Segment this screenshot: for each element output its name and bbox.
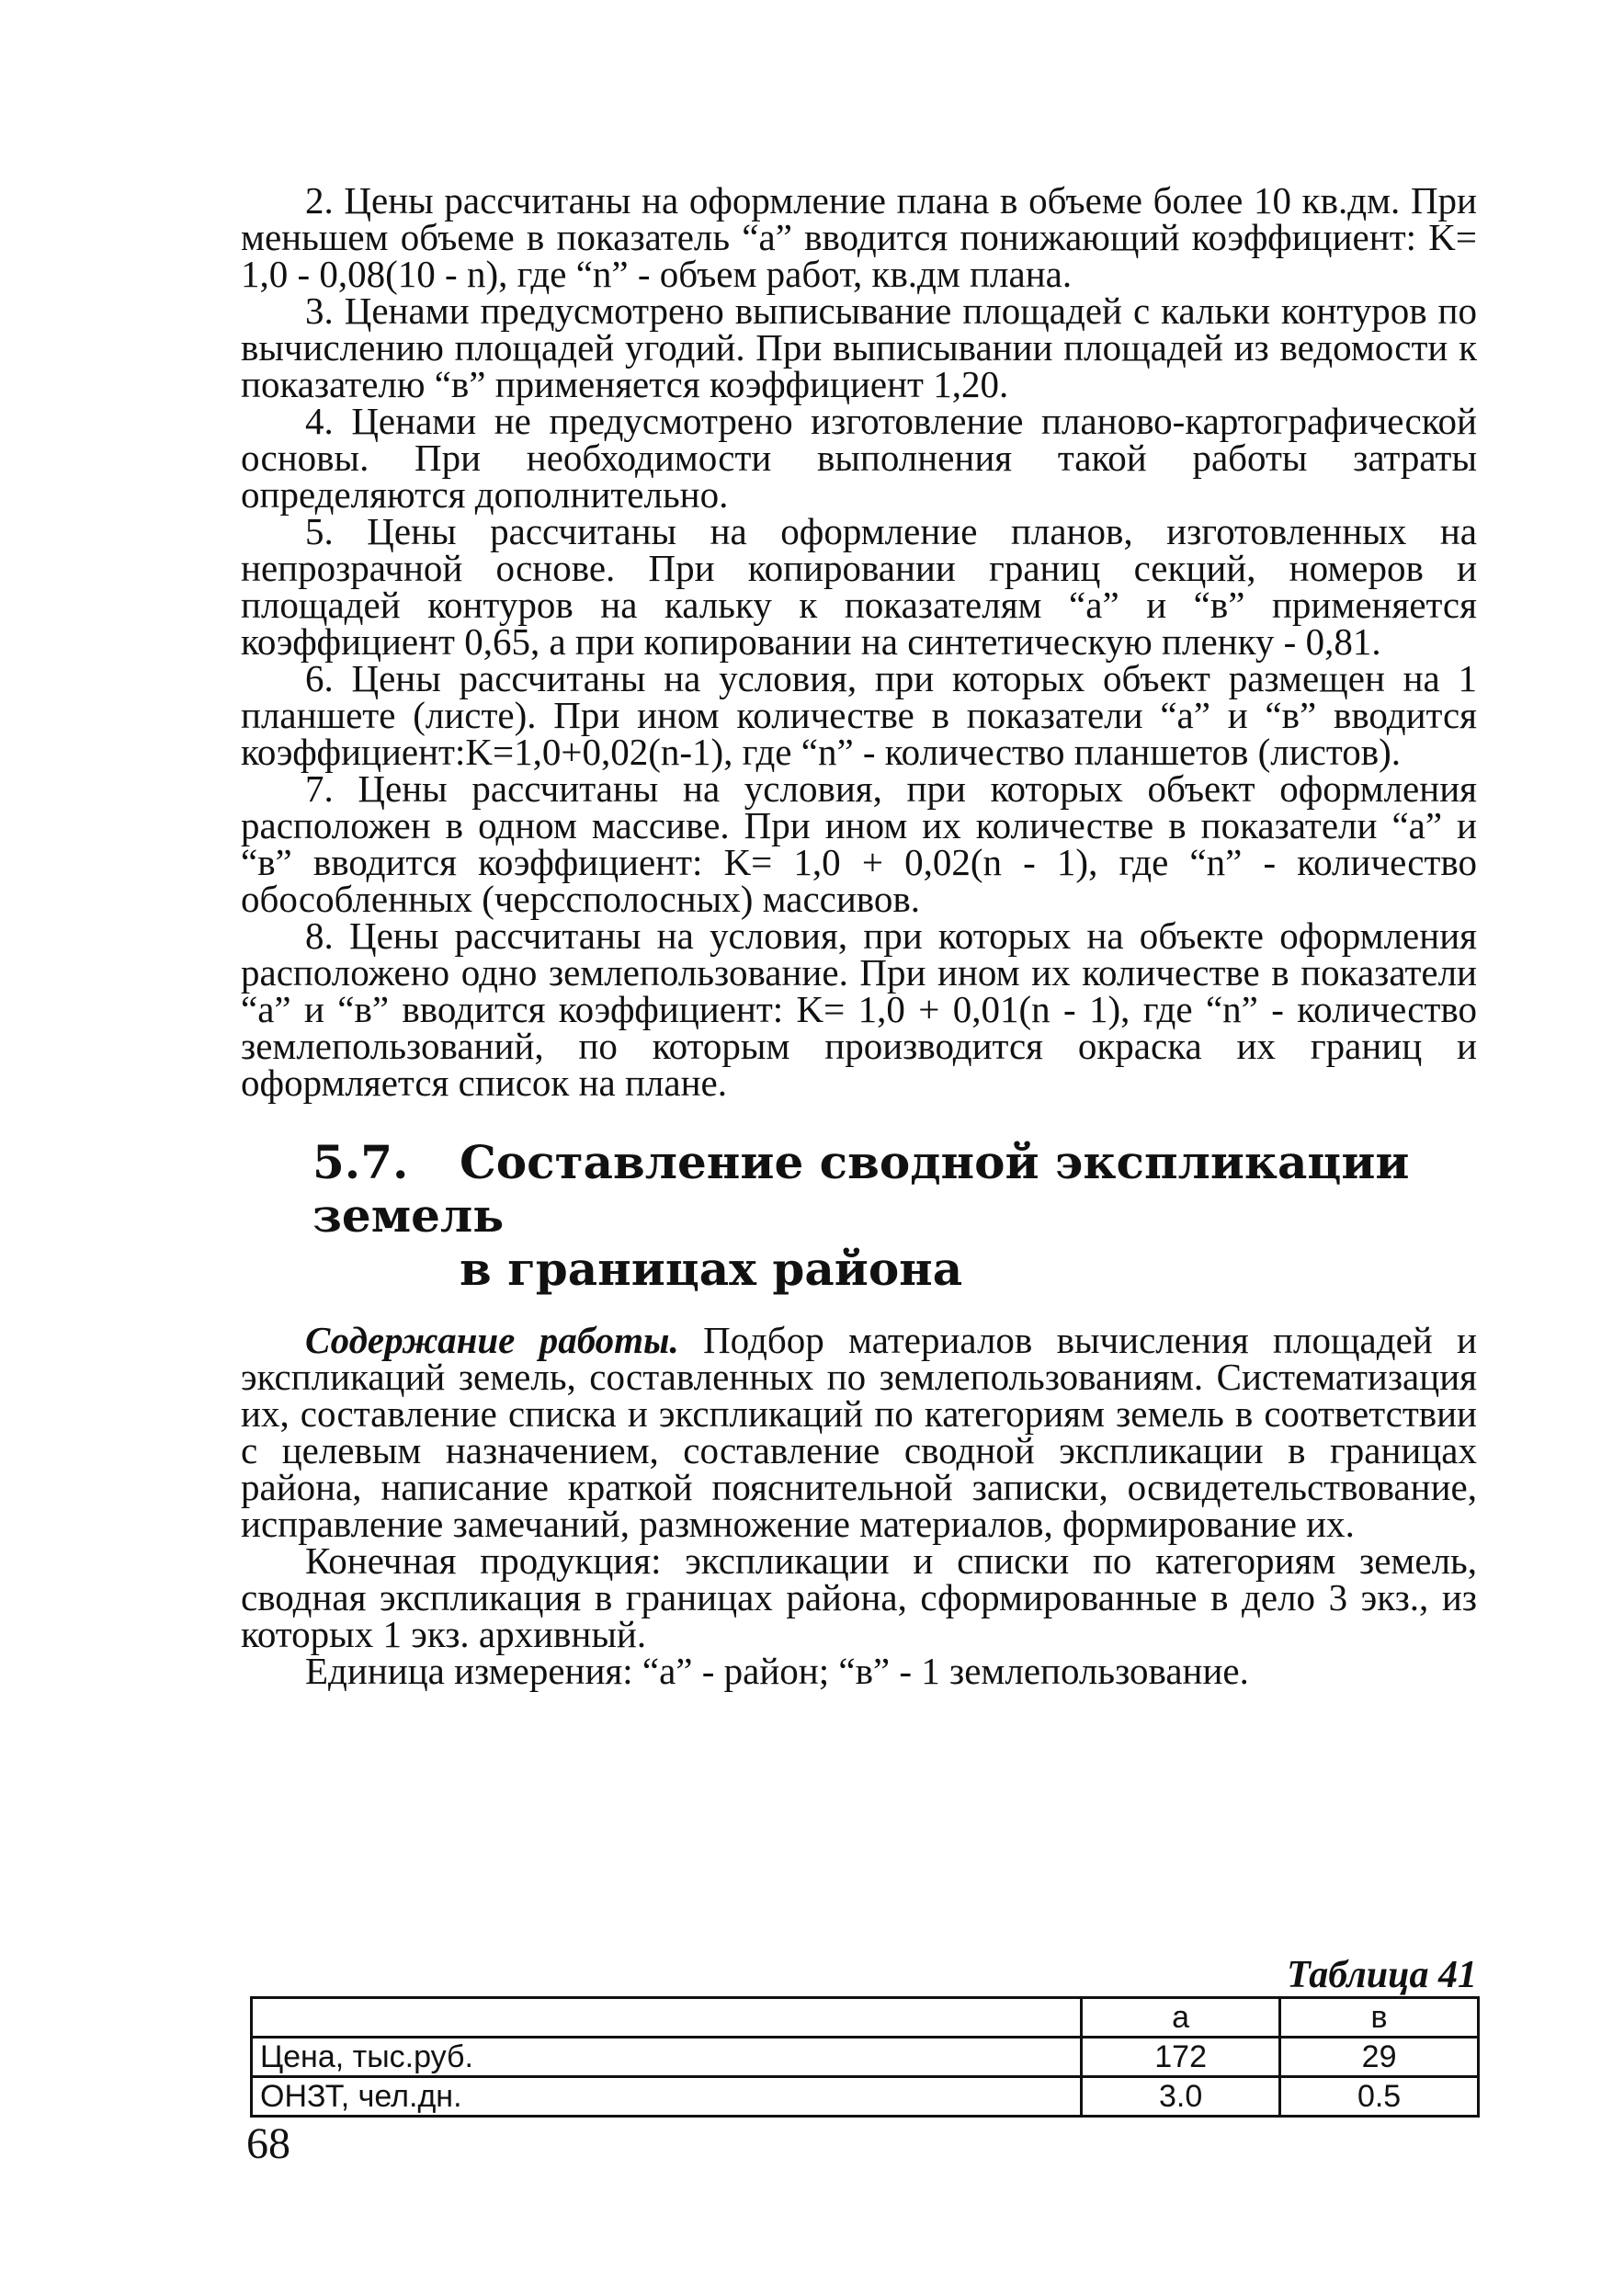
table-cell: Цена, тыс.руб. [252,2038,1082,2077]
text-column [241,179,1477,1692]
table-header-row [252,1998,1479,2038]
table-cell: 0.5 [1280,2077,1479,2117]
section-title-line1: Составление сводной экспликации земель [312,1135,1410,1243]
paragraph-7: 7. Цены рассчитаны на условия, при которых объект оформления расположен в одном массиве. При ином их количестве в показатели “а” и “в” вводится коэффициент: K= 1,0 + 0,02(n - 1), где “n” - количество обособленных (черссполосных) массивов. [241,767,1477,920]
paragraph-8: 8. Цены рассчитаны на условия, при которых на объекте оформления расположено одно землепользование. При ином их количестве в показатели “а” и “в” вводится коэффициент: K= 1,0 + 0,01(n - 1), где “n” - количество землепользований, по которым производится окраска их границ и оформляется список на плане. [241,914,1477,1104]
paragraph-5: 5. Цены рассчитаны на оформление планов, изготовленных на непрозрачной основе. При копировании границ секций, номеров и площадей контуров на кальку к показателям “а” и “в” применяется коэффициент 0,65, а при копировании на синтетическую пленку - 0,81. [241,510,1477,663]
price-table [250,1996,1480,2118]
work-content-text: Подбор материалов вычисления площадей и экспликаций земель, составленных по землепользованиям. Систематизация их, составление списка и экспликаций по категориям земель в соответствии с целевым назначением, составление сводной экспликации в границах района, написание краткой пояснительной записки, освидетельствование, исправление замечаний, размножение материалов, формирование их. [241,1319,1477,1545]
section-title-line2: в границах района [460,1242,963,1296]
paragraph-6: 6. Цены рассчитаны на условия, при которых объект размещен на 1 планшете (листе). При ином количестве в показатели “а” и “в” вводится коэффициент:K=1,0+0,02(n-1), где “n” - количество планшетов (листов). [241,657,1477,773]
unit-paragraph: Единица измерения: “а” - район; “в” - 1 землепользование. [305,1650,1249,1692]
table-cell: 29 [1280,2038,1479,2077]
table-cell: 3.0 [1082,2077,1280,2117]
table-cell: ОНЗТ, чел.дн. [252,2077,1082,2117]
work-content-label: Содержание работы. [305,1319,679,1361]
work-content-paragraph [241,1319,1477,1545]
paragraph-2: 2. Цены рассчитаны на оформление плана в объеме более 10 кв.дм. При меньшем объеме в показатель “а” вводится понижающий коэффициент: K= 1,0 - 0,08(10 - n), где “n” - объем работ, кв.дм плана. [241,179,1477,295]
table-header-cell: в [1280,1998,1479,2038]
section-heading [241,1136,1477,1296]
table-header-cell: а [1082,1998,1280,2038]
table-cell: 172 [1082,2038,1280,2077]
table-header-cell [252,1998,1082,2038]
section-number: 5.7. [312,1135,409,1189]
table-caption: Таблица 41 [1287,1954,1477,1996]
paragraph-3: 3. Ценами предусмотрено выписывание площадей с кальки контуров по вычислению площадей угодий. При выписывании площадей из ведомости к показателю “в” применяется коэффициент 1,20. [241,290,1477,405]
paragraph-4: 4. Ценами не предусмотрено изготовление планово-картографической основы. При необходимости выполнения такой работы затраты определяются дополнительно. [241,400,1477,516]
final-product-paragraph: Конечная продукция: экспликации и списки по категориям земель, сводная экспликация в границах района, сформированные в дело 3 экз., из которых 1 экз. архивный. [241,1539,1477,1655]
table-row [252,2038,1479,2077]
page-number: 68 [246,2119,290,2168]
table-row [252,2077,1479,2117]
